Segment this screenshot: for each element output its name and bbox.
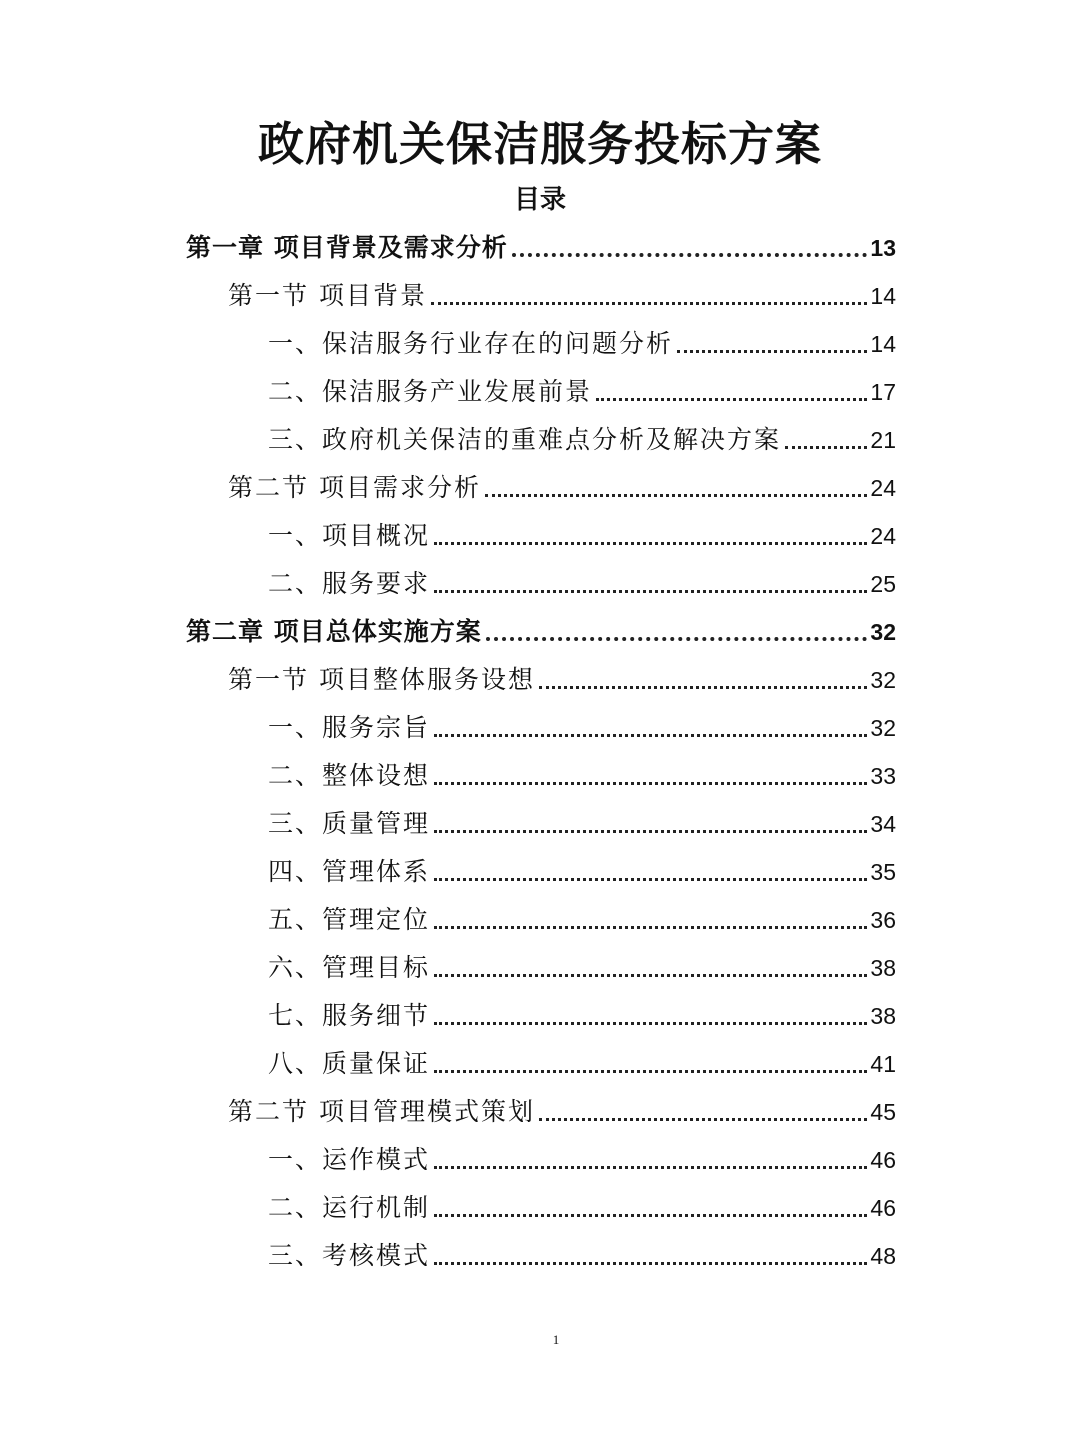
toc-entry-page-number: 33	[870, 763, 896, 789]
toc-dot-leader	[512, 253, 867, 257]
toc-entry-page-number: 46	[870, 1147, 896, 1173]
toc-entry-page-number: 35	[870, 859, 896, 885]
toc-chapter-entry[interactable]	[186, 608, 896, 656]
toc-entry-page-number: 41	[870, 1051, 896, 1077]
toc-entry-title: 第一节 项目整体服务设想	[228, 665, 535, 694]
toc-entry-page-number: 32	[870, 715, 896, 741]
toc-entry-title: 第二节 项目管理模式策划	[228, 1097, 535, 1126]
toc-subsection-entry[interactable]	[186, 512, 896, 560]
toc-entry-page-number: 14	[870, 331, 896, 357]
toc-entry-title: 六、管理目标	[268, 953, 431, 982]
toc-heading: 目录	[513, 185, 566, 215]
toc-entry-title: 三、考核模式	[268, 1241, 431, 1270]
toc-entry-page-number: 38	[870, 1003, 896, 1029]
toc-entry-title: 五、管理定位	[268, 905, 431, 934]
toc-subsection-entry[interactable]	[186, 560, 896, 608]
toc-subsection-entry[interactable]	[186, 704, 896, 752]
toc-dot-leader	[677, 350, 867, 353]
toc-subsection-entry[interactable]	[186, 1040, 896, 1088]
toc-entry-title: 第一节 项目背景	[228, 281, 427, 310]
toc-entry-title: 二、服务要求	[268, 569, 431, 598]
toc-dot-leader	[434, 734, 867, 737]
toc-dot-leader	[434, 542, 867, 545]
table-of-contents	[186, 224, 896, 1280]
toc-entry-title: 二、保洁服务产业发展前景	[268, 377, 593, 406]
toc-entry-page-number: 36	[870, 907, 896, 933]
toc-entry-title: 第二章 项目总体实施方案	[186, 617, 482, 646]
toc-subsection-entry[interactable]	[186, 752, 896, 800]
toc-entry-page-number: 14	[870, 283, 896, 309]
toc-entry-title: 一、保洁服务行业存在的问题分析	[268, 329, 674, 358]
toc-entry-title: 一、服务宗旨	[268, 713, 431, 742]
toc-dot-leader	[596, 398, 867, 401]
toc-subsection-entry[interactable]	[186, 800, 896, 848]
toc-entry-page-number: 48	[870, 1243, 896, 1269]
toc-entry-page-number: 38	[870, 955, 896, 981]
toc-dot-leader	[434, 926, 867, 929]
toc-dot-leader	[539, 1118, 867, 1121]
toc-dot-leader	[539, 686, 867, 689]
toc-entry-title: 一、项目概况	[268, 521, 431, 550]
toc-dot-leader	[434, 974, 867, 977]
toc-entry-page-number: 32	[870, 619, 896, 645]
toc-entry-title: 七、服务细节	[268, 1001, 431, 1030]
toc-dot-leader	[785, 446, 867, 449]
toc-dot-leader	[434, 878, 867, 881]
page-number: 1	[552, 1332, 560, 1347]
toc-section-entry[interactable]	[186, 656, 896, 704]
toc-section-entry[interactable]	[186, 272, 896, 320]
toc-dot-leader	[434, 1214, 867, 1217]
toc-dot-leader	[431, 302, 867, 305]
toc-entry-page-number: 24	[870, 475, 896, 501]
toc-entry-page-number: 17	[870, 379, 896, 405]
toc-subsection-entry[interactable]	[186, 416, 896, 464]
toc-entry-title: 八、质量保证	[268, 1049, 431, 1078]
toc-subsection-entry[interactable]	[186, 944, 896, 992]
toc-entry-title: 第一章 项目背景及需求分析	[186, 233, 508, 262]
toc-chapter-entry[interactable]	[186, 224, 896, 272]
toc-entry-page-number: 21	[870, 427, 896, 453]
toc-entry-page-number: 25	[870, 571, 896, 597]
toc-subsection-entry[interactable]	[186, 1136, 896, 1184]
toc-dot-leader	[434, 1262, 867, 1265]
toc-entry-title: 二、运行机制	[268, 1193, 431, 1222]
toc-subsection-entry[interactable]	[186, 1232, 896, 1280]
toc-entry-page-number: 13	[870, 235, 896, 261]
toc-entry-title: 二、整体设想	[268, 761, 431, 790]
toc-entry-title: 三、质量管理	[268, 809, 431, 838]
toc-dot-leader	[434, 590, 867, 593]
toc-entry-page-number: 46	[870, 1195, 896, 1221]
toc-dot-leader	[434, 1070, 867, 1073]
toc-subsection-entry[interactable]	[186, 848, 896, 896]
toc-entry-title: 第二节 项目需求分析	[228, 473, 481, 502]
toc-dot-leader	[434, 1166, 867, 1169]
toc-section-entry[interactable]	[186, 464, 896, 512]
toc-subsection-entry[interactable]	[186, 1184, 896, 1232]
toc-dot-leader	[434, 1022, 867, 1025]
toc-dot-leader	[486, 637, 867, 641]
toc-entry-title: 一、运作模式	[268, 1145, 431, 1174]
toc-dot-leader	[434, 782, 867, 785]
toc-subsection-entry[interactable]	[186, 320, 896, 368]
toc-entry-page-number: 32	[870, 667, 896, 693]
toc-entry-title: 三、政府机关保洁的重难点分析及解决方案	[268, 425, 782, 454]
toc-dot-leader	[434, 830, 867, 833]
toc-subsection-entry[interactable]	[186, 992, 896, 1040]
toc-subsection-entry[interactable]	[186, 896, 896, 944]
document-title: 政府机关保洁服务投标方案	[258, 117, 822, 171]
toc-subsection-entry[interactable]	[186, 368, 896, 416]
toc-section-entry[interactable]	[186, 1088, 896, 1136]
toc-entry-title: 四、管理体系	[268, 857, 431, 886]
toc-entry-page-number: 24	[870, 523, 896, 549]
toc-dot-leader	[485, 494, 867, 497]
toc-entry-page-number: 45	[870, 1099, 896, 1125]
toc-entry-page-number: 34	[870, 811, 896, 837]
